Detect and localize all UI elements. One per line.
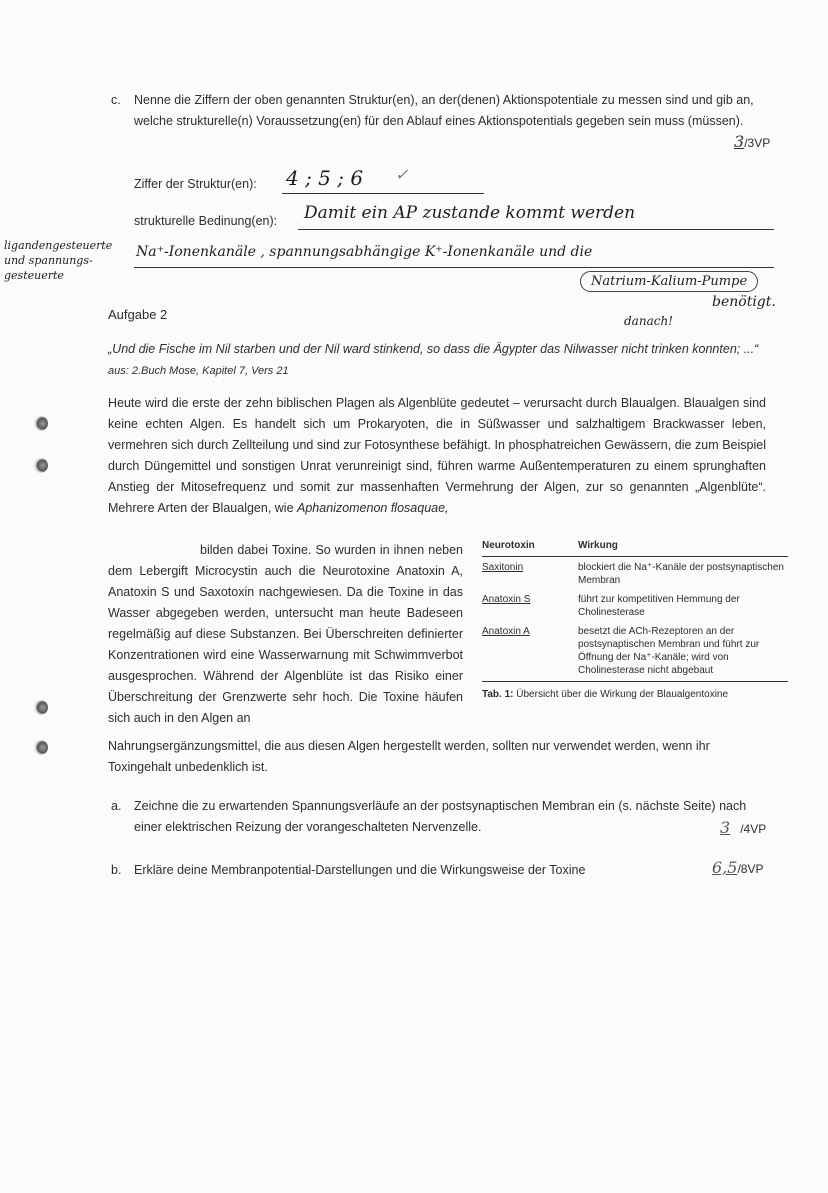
table-caption-label: Tab. 1: <box>482 689 514 700</box>
table-row <box>482 621 788 682</box>
danach-note: danach! <box>624 314 673 328</box>
aufgabe-2-title: Aufgabe 2 <box>108 307 168 322</box>
closing-paragraph: Nahrungsergänzungsmittel, die aus diesen Algen hergestellt werden, sollten nur verwendet werden, wenn ihr Toxingehalt unbedenklich ist. <box>108 739 710 774</box>
margin-note: ligandengesteuerte und spannungs-gesteuerte <box>4 239 113 282</box>
task-c-text: Nenne die Ziffern der oben genannten Struktur(en), an der(denen) Aktionspotentiale zu messen sind und gib an, welche strukturelle(n) Voraussetzung(en) für den Ablauf eines Aktionspotentials gegeben sein muss (müssen). <box>134 93 754 128</box>
task-b-letter: b. <box>111 863 122 877</box>
ziffer-answer: 4 ; 5 ; 6 <box>286 166 364 190</box>
answer-line-1: Damit ein AP zustande kommt werden <box>304 203 636 223</box>
answer-rule-2 <box>134 267 774 268</box>
toxin-table-wrap <box>482 535 788 700</box>
task-a-text: Zeichne die zu erwartenden Spannungsverläufe an der postsynaptischen Membran ein (s. nächste Seite) nach einer elektrischen Reizung der vorangeschalteten Nervenzelle. <box>134 799 747 834</box>
task-a-score <box>718 818 766 837</box>
answer-line-3: Natrium-Kalium-Pumpe <box>580 271 758 292</box>
table-caption-text: Übersicht über die Wirkung der Blaualgentoxine <box>516 689 729 700</box>
punch-hole <box>33 740 48 755</box>
table-cell-effect: führt zur kompetitiven Hemmung der Cholinesterase <box>578 594 740 618</box>
table-header-wirkung: Wirkung <box>578 535 788 557</box>
table-cell-toxin: Anatoxin S <box>482 594 531 605</box>
task-c-letter: c. <box>111 93 121 107</box>
answer-line-4: benötigt. <box>712 294 776 310</box>
task-c-points: 3 <box>734 132 745 151</box>
table-caption <box>482 689 788 700</box>
task-a-max-points: /4VP <box>740 822 767 836</box>
task-a-letter: a. <box>111 799 122 813</box>
table-header-neurotoxin: Neurotoxin <box>482 535 578 557</box>
check-mark-icon: ✓ <box>395 165 409 184</box>
punch-hole <box>33 458 48 473</box>
table-row <box>482 557 788 590</box>
table-cell-effect: besetzt die ACh-Rezeptoren an der postsynaptischen Membran und führt zur Öffnung der Na⁺-Kanäle; wird von Cholinesterase nicht abgebaut <box>578 626 760 676</box>
answer-rule-1 <box>298 229 774 230</box>
task-c-max-points: /3VP <box>744 136 771 150</box>
table-cell-effect: blockiert die Na⁺-Kanäle der postsynaptischen Membran <box>578 562 784 586</box>
intro-text: Heute wird die erste der zehn biblischen Plagen als Algenblüte gedeutet – verursacht durch Blaualgen. Blaualgen sind keine echten Algen. Es handelt sich um Prokaryoten, die in Süßwasser und salzhaltigem Brackwasser leben, vermehren sich durch Zellteilung und sind zur Fotosynthese befähigt. In phosphatreichen Gewässern, die zum Beispiel durch Düngemittel und sonstigen Unrat verunreinigt sind, führen warme Außentemperaturen zu einem sprunghaften Anstieg der Mitosefrequenz und somit zur massenhaften Vermehrung der Algen, zur so genannten „Algenblüte“. Mehrere Arten der Blaualgen, wie <box>108 396 766 515</box>
punch-hole <box>33 700 48 715</box>
task-a-points: 3 <box>720 818 731 837</box>
answer-line-2: Na⁺-Ionenkanäle , spannungsabhängige K⁺-Ionenkanäle und die <box>136 244 593 260</box>
task-b-text: Erkläre deine Membranpotential-Darstellungen und die Wirkungsweise der Toxine <box>134 863 586 877</box>
punch-hole <box>33 416 48 431</box>
table-header-row <box>482 535 788 557</box>
bedingung-label: strukturelle Bedinung(en): <box>134 214 278 228</box>
table-row <box>482 589 788 621</box>
quote-source: aus: 2.Buch Mose, Kapitel 7, Vers 21 <box>108 365 289 377</box>
task-c-score <box>734 132 770 151</box>
task-b-score <box>712 858 763 877</box>
task-b-max-points: /8VP <box>737 862 764 876</box>
intro-paragraph <box>108 393 766 519</box>
toxin-table <box>482 535 788 682</box>
toxin-paragraph: bilden dabei Toxine. So wurden in ihnen neben dem Lebergift Microcystin auch die Neurotoxine Anatoxin A, Anatoxin S und Saxotoxin nachgewiesen. Da die Toxine in das Wasser abgegeben werden, untersucht man heute Badeseen regelmäßig auf diese Substanzen. Bei Überschreiten definierter Konzentrationen wird eine Wasserwarnung mit Schwimmverbot ausgesprochen. Während der Algenblüte ist das Risiko einer Überschreitung der Grenzwerte sehr hoch. Die Toxine häufen sich auch in den Algen an <box>108 543 463 725</box>
table-cell-toxin: Anatoxin A <box>482 626 530 637</box>
table-cell-toxin: Saxitonin <box>482 562 524 573</box>
quote-text: „Und die Fische im Nil starben und der Nil ward stinkend, so dass die Ägypter das Nilwasser nicht trinken konnten; ...“ <box>108 342 759 356</box>
ziffer-label: Ziffer der Struktur(en): <box>134 177 257 191</box>
species-name: Aphanizomenon flosaquae, <box>297 501 449 515</box>
quote-block <box>108 339 768 382</box>
ziffer-answer-line <box>282 193 484 194</box>
task-b-points: 6,5 <box>712 858 738 877</box>
